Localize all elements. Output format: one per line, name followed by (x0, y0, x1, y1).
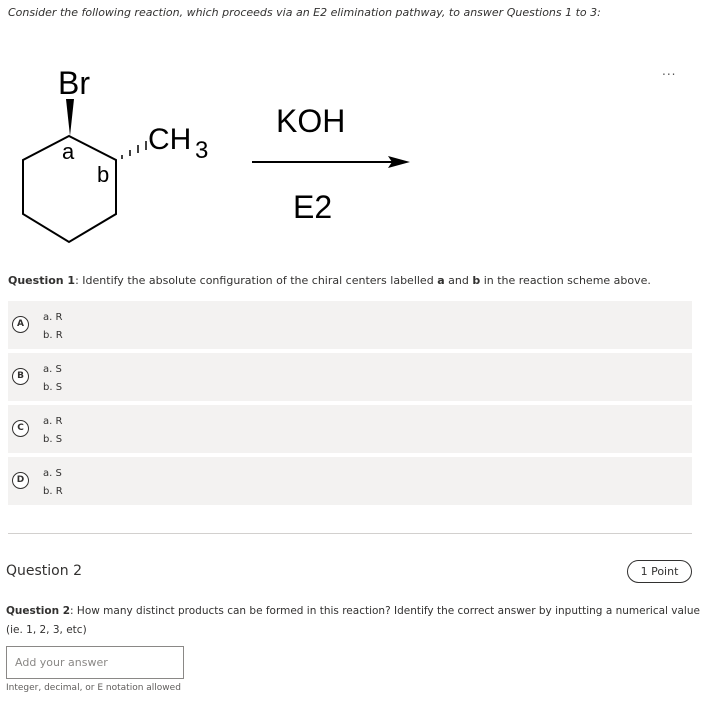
option-d[interactable]: D a. S b. R (8, 457, 692, 505)
methyl-subscript: 3 (195, 137, 209, 164)
intro-text: Consider the following reaction, which proceeds via an E2 elimination pathway, to answer Questions 1 to 3: (8, 6, 601, 19)
question1-prefix: Question 1 (8, 274, 76, 287)
question2-title: Question 2 (6, 563, 82, 579)
option-a[interactable]: A a. R b. R (8, 301, 692, 349)
question2-text: Question 2: How many distinct products can be formed in this reaction? Identify the correct answer by inputting a numerical value (ie. 1, 2, 3, etc) (6, 605, 700, 636)
option-badge: C (12, 420, 29, 437)
option-c[interactable]: C a. R b. S (8, 405, 692, 453)
bromine-label: Br (58, 65, 90, 101)
methyl-label: CH (148, 123, 192, 156)
question1-text: Question 1: Identify the absolute configuration of the chiral centers labelled a and b in the reaction scheme above. (8, 274, 651, 287)
wedge-bond (66, 99, 74, 136)
reaction-arrow (252, 156, 410, 168)
option-b[interactable]: B a. S b. S (8, 353, 692, 401)
condition-label: E2 (293, 189, 333, 225)
points-badge: 1 Point (627, 560, 692, 583)
reagent-label: KOH (276, 103, 346, 139)
more-options-icon[interactable]: ... (662, 64, 677, 78)
answer-input[interactable] (6, 646, 184, 679)
option-badge: A (12, 316, 29, 333)
reaction-scheme (0, 56, 460, 256)
option-badge: D (12, 472, 29, 489)
center-b-label: b (97, 162, 110, 187)
section-divider (8, 533, 692, 534)
center-a-label: a (62, 139, 75, 164)
input-hint: Integer, decimal, or E notation allowed (6, 683, 181, 693)
option-badge: B (12, 368, 29, 385)
hashed-bond (122, 141, 146, 159)
